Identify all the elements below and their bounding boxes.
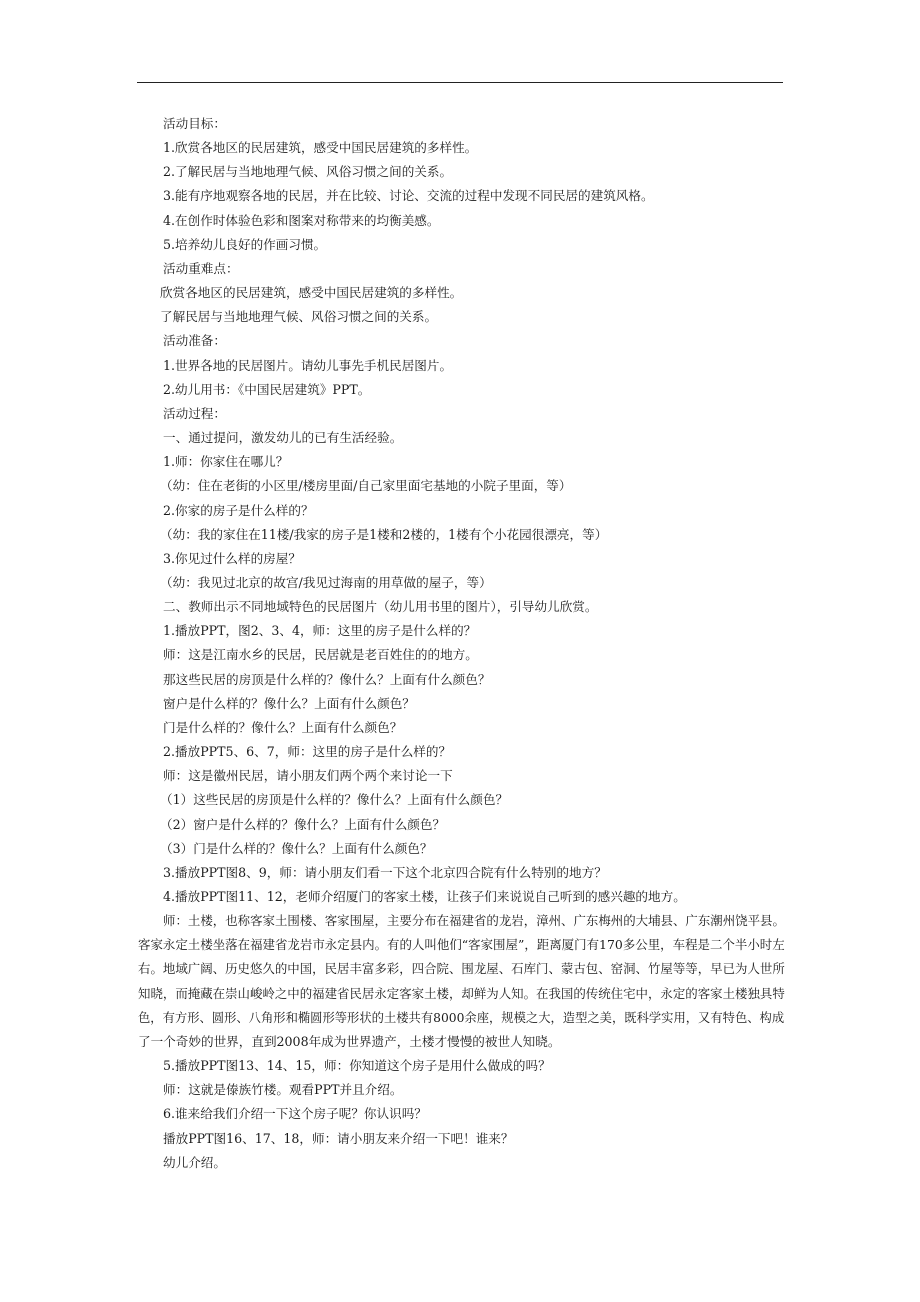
process-line: 幼儿介绍。 [163,1154,226,1170]
goal-item: 5.培养幼儿良好的作画习惯。 [163,236,327,252]
process-line: 6.谁来给我们介绍一下这个房子呢？你认识吗？ [163,1106,427,1122]
process-line: （3）门是什么样的？像什么？上面有什么颜色？ [160,840,433,856]
process-step-heading: 二、教师出示不同地域特色的民居图片（幼儿用书里的图片），引导幼儿欣赏。 [163,599,598,615]
section-heading-goals: 活动目标： [163,116,226,131]
process-line: 1.师：你家住在哪儿？ [163,454,289,470]
process-line: 师：这是徽州民居，请小朋友们两个两个来讨论一下 [163,768,453,784]
goal-item: 1.欣赏各地区的民居建筑，感受中国民居建筑的多样性。 [163,140,478,156]
keypoint-item: 了解民居与当地地理气候、风俗习惯之间的关系。 [160,309,438,325]
tulou-paragraph [138,909,788,1054]
process-line: 4.播放PPT图11、12，老师介绍厦门的客家土楼，让孩子们来说说自己听到的感兴趣的地方。 [163,889,686,904]
process-line: 师：这就是傣族竹楼。观看PPT并且介绍。 [163,1082,403,1098]
process-line: 门是什么样的？像什么？上面有什么颜色？ [163,719,403,735]
process-line: 播放PPT图16、17、18，师：请小朋友来介绍一下吧！谁来？ [163,1130,514,1146]
paragraph-line: 右。地域广阔、历史悠久的中国，民居丰富多彩，四合院、围龙屋、石库门、蒙古包、窑洞、竹屋等等，早已为人世所 [138,961,785,977]
section-heading-process: 活动过程： [163,405,226,421]
process-line: 1.播放PPT，图2、3、4，师：这里的房子是什么样的？ [163,623,477,639]
document-body [138,112,788,1175]
process-line: （幼：我的家住在11楼/我家的房子是1楼和2楼的，1楼有个小花园很漂亮，等） [160,526,608,542]
process-line: 5.播放PPT图13、14、15，师：你知道这个房子是用什么做成的吗？ [163,1058,551,1074]
process-line: （幼：我见过北京的故宫/我见过海南的用草做的屋子，等） [160,574,492,590]
process-line: 3.播放PPT图8、9，师：请小朋友们看一下这个北京四合院有什么特别的地方？ [163,864,607,880]
process-line: 2.播放PPT5、6、7，师：这里的房子是什么样的？ [163,744,452,760]
preparation-item: 1.世界各地的民居图片。请幼儿事先手机民居图片。 [163,357,453,373]
header-rule [137,82,783,83]
process-line: 3.你见过什么样的房屋？ [163,550,301,566]
process-line: （幼：住在老街的小区里/楼房里面/自己家里面宅基地的小院子里面，等） [160,478,572,494]
section-heading-keypoints: 活动重难点： [163,260,239,276]
paragraph-line: 客家永定土楼坐落在福建省龙岩市永定县内。有的人叫他们“客家围屋”，距离厦门有170多公里，车程是二个半小时左 [138,937,785,953]
process-line: 2.你家的房子是什么样的？ [163,502,314,518]
process-line: （1）这些民居的房顶是什么样的？像什么？上面有什么颜色？ [160,792,509,808]
paragraph-line: 色，有方形、圆形、八角形和椭圆形等形状的土楼共有8000余座，规模之大，造型之美，既科学实用，又有特色、构成 [138,1010,785,1025]
goal-item: 4.在创作时体验色彩和图案对称带来的均衡美感。 [163,212,440,228]
paragraph-line: 了一个奇妙的世界，直到2008年成为世界遗产，土楼才慢慢的被世人知晓。 [138,1033,561,1049]
process-line: 窗户是什么样的？像什么？上面有什么颜色？ [163,695,415,711]
process-line: 师：这是江南水乡的民居，民居就是老百姓住的的地方。 [163,647,478,663]
section-heading-preparation: 活动准备： [163,333,226,349]
paragraph-line: 知晓，而掩藏在崇山峻岭之中的福建省民居永定客家土楼，却鲜为人知。在我国的传统住宅中，永定的客家土楼独具特 [138,985,785,1001]
goal-item: 2.了解民居与当地地理气候、风俗习惯之间的关系。 [163,164,453,180]
keypoint-item: 欣赏各地区的民居建筑，感受中国民居建筑的多样性。 [160,285,463,301]
preparation-item: 2.幼儿用书：《中国民居建筑》PPT。 [163,381,371,397]
paragraph-line: 师：土楼，也称客家土围楼、客家围屋，主要分布在福建省的龙岩，漳州、广东梅州的大埔县、广东潮州饶平县。 [163,913,785,929]
process-line: 那这些民居的房顶是什么样的？像什么？上面有什么颜色？ [163,671,491,687]
process-step-heading: 一、通过提问，激发幼儿的已有生活经验。 [163,430,403,446]
goal-item: 3.能有序地观察各地的民居，并在比较、讨论、交流的过程中发现不同民居的建筑风格。 [163,188,654,204]
process-line: （2）窗户是什么样的？像什么？上面有什么颜色？ [160,816,446,832]
